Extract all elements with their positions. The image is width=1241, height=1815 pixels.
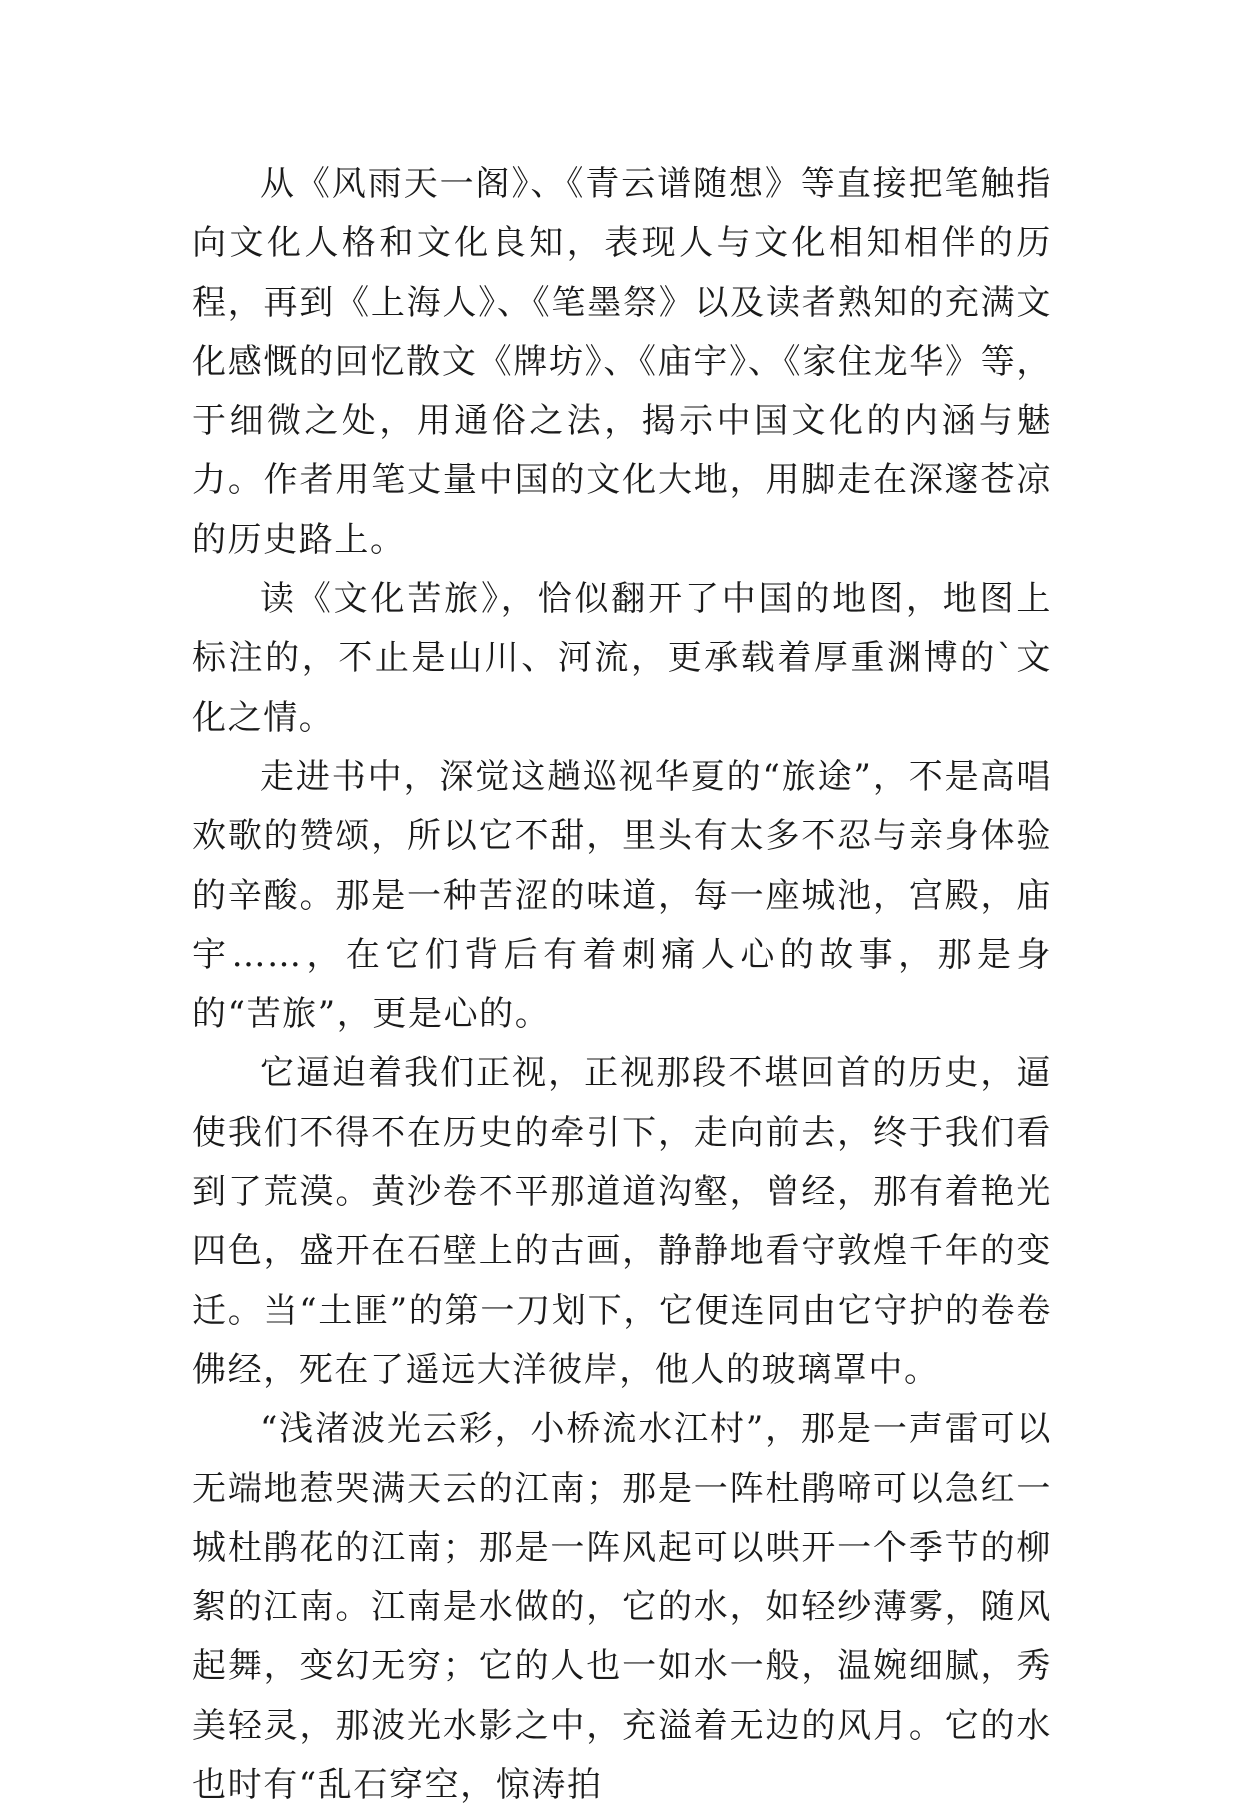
paragraph-2: 读《文化苦旅》，恰似翻开了中国的地图，地图上标注的，不止是山川、河流，更承载着厚重渊博的`文化之情。 (192, 579, 1052, 738)
paragraph-5: “浅渚波光云彩，小桥流水江村”，那是一声雷可以无端地惹哭满天云的江南；那是一阵杜鹃啼可以急红一城杜鹃花的江南；那是一阵风起可以哄开一个季节的柳絮的江南。江南是水做的，它的水，如轻纱薄雾，随风起舞，变幻无穷；它的人也一如水一般，温婉细腻，秀美轻灵，那波光水影之中，充溢着无边的风月。它的水也时有“乱石穿空，惊涛拍 (192, 1409, 1052, 1806)
paragraph-1: 从《风雨天一阁》、《青云谱随想》等直接把笔触指向文化人格和文化良知，表现人与文化相知相伴的历程，再到《上海人》、《笔墨祭》以及读者熟知的充满文化感慨的回忆散文《牌坊》、《庙宇》、《家住龙华》等，于细微之处，用通俗之法，揭示中国文化的内涵与魅力。作者用笔丈量中国的文化大地，用脚走在深邃苍凉的历史路上。 (192, 164, 1052, 560)
body-text (192, 155, 1052, 1815)
paragraph-3: 走进书中，深觉这趟巡视华夏的“旅途”，不是高唱欢歌的赞颂，所以它不甜，里头有太多不忍与亲身体验的辛酸。那是一种苦涩的味道，每一座城池，宫殿，庙宇……，在它们背后有着刺痛人心的故事，那是身的“苦旅”，更是心的。 (192, 756, 1052, 1035)
paragraph-4: 它逼迫着我们正视，正视那段不堪回首的历史，逼使我们不得不在历史的牵引下，走向前去，终于我们看到了荒漠。黄沙卷不平那道道沟壑，曾经，那有着艳光四色，盛开在石壁上的古画，静静地看守敦煌千年的变迁。当“土匪”的第一刀划下，它便连同由它守护的卷卷佛经，死在了遥远大洋彼岸，他人的玻璃罩中。 (192, 1053, 1052, 1390)
